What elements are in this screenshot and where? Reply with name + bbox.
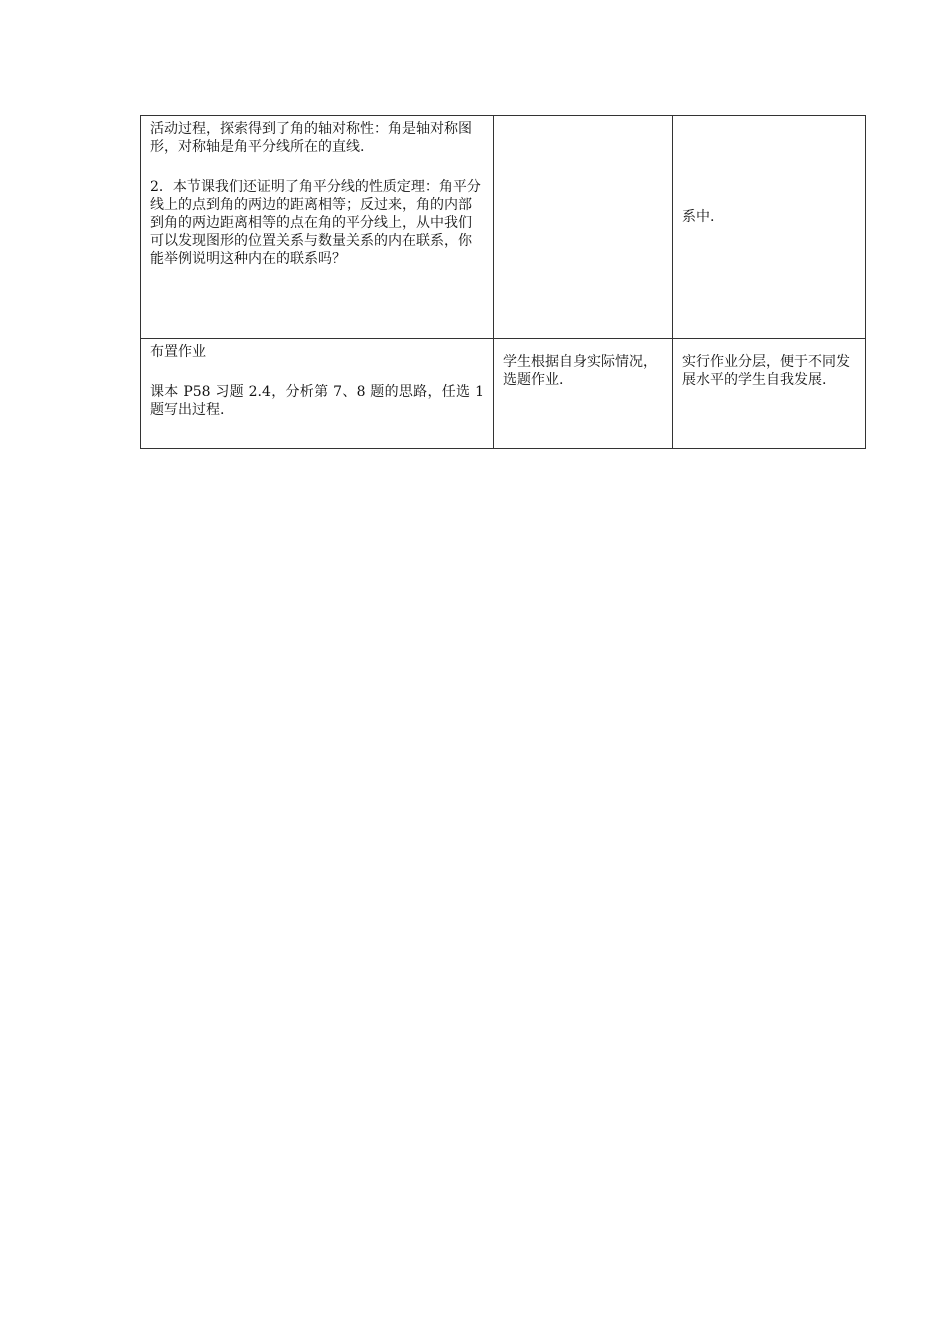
homework-teacher-cell [141, 339, 494, 449]
summary-paragraph-1: 活动过程，探索得到了角的轴对称性：角是轴对称图形，对称轴是角平分线所在的直线. [150, 121, 472, 155]
summary-intent-text: 系中. [682, 209, 715, 225]
homework-body: 课本 P58 习题 2.4，分析第 7、8 题的思路，任选 1 题写出过程. [150, 384, 484, 418]
homework-title: 布置作业 [150, 344, 206, 360]
summary-teacher-cell [141, 116, 494, 339]
lesson-plan-table [140, 115, 866, 449]
homework-student-cell: 学生根据自身实际情况，选题作业. [494, 339, 673, 449]
homework-intent-cell: 实行作业分层，便于不同发展水平的学生自我发展. [673, 339, 866, 449]
summary-paragraph-2: 2．本节课我们还证明了角平分线的性质定理：角平分线上的点到角的两边的距离相等；反过来，角的内部到角的两边距离相等的点在角的平分线上，从中我们可以发现图形的位置关系与数量关系的内在联系，你能举例说明这种内在的联系吗？ [150, 179, 481, 267]
paragraph-gap [150, 361, 484, 383]
paragraph-gap [150, 156, 484, 178]
table-row-homework [141, 339, 866, 449]
summary-intent-cell [673, 116, 866, 339]
summary-student-cell [494, 116, 673, 339]
table-row-summary [141, 116, 866, 339]
